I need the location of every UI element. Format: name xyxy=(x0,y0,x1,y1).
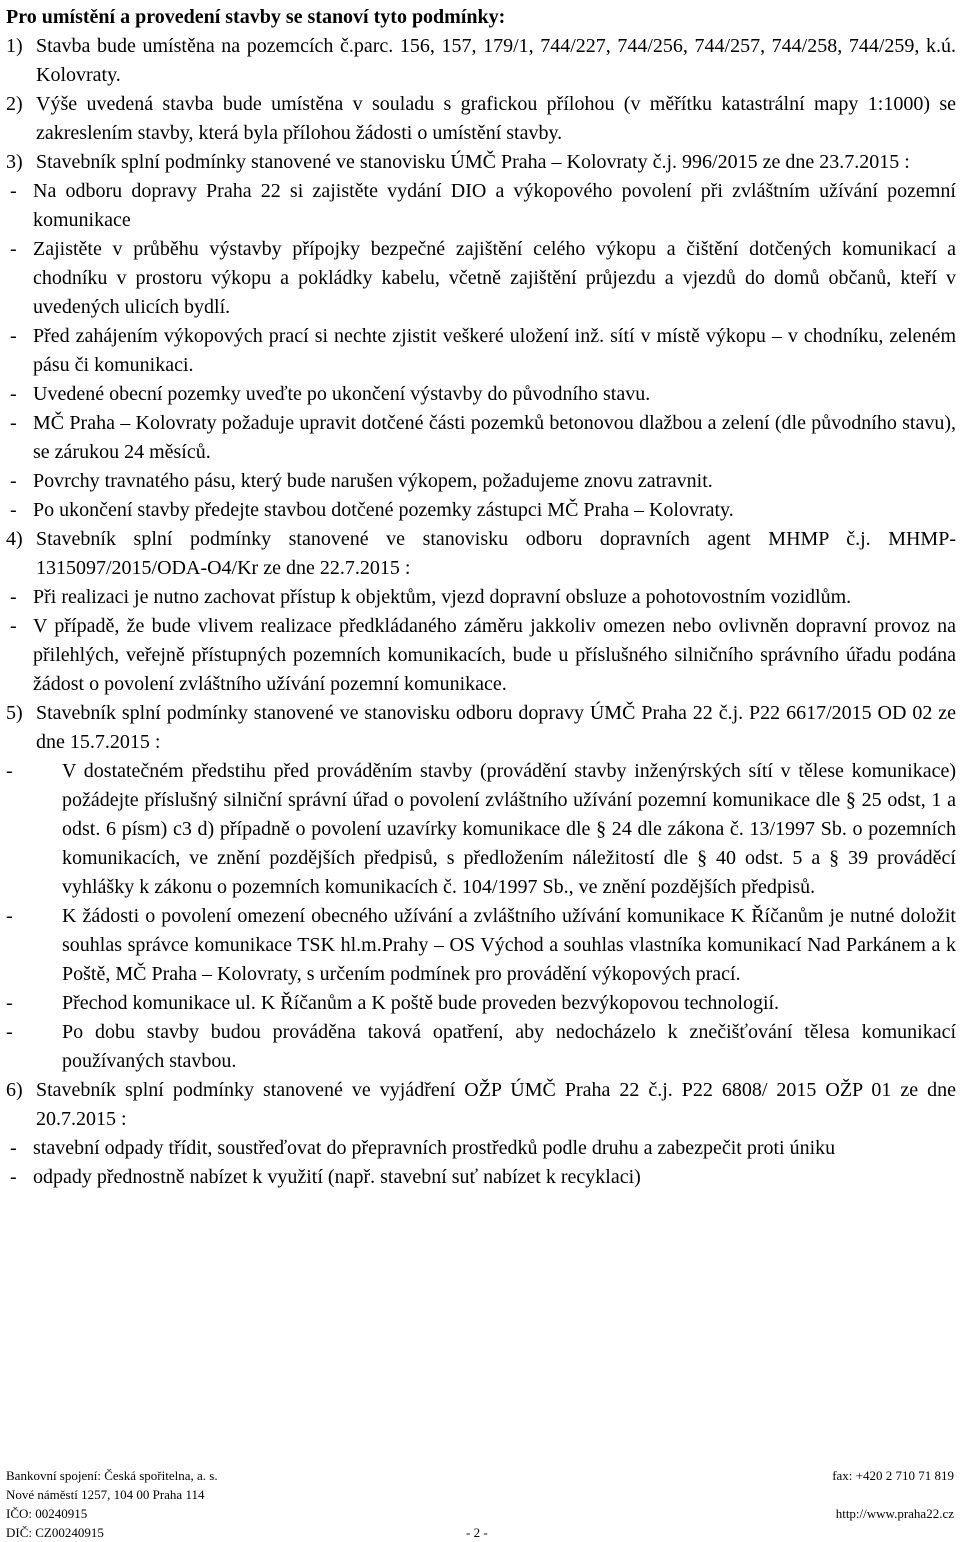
list-item xyxy=(6,409,956,467)
list-item-text: Uvedené obecní pozemky uveďte po ukončení výstavby do původního stavu. xyxy=(33,383,651,405)
condition-text: Stavebník splní podmínky stanovené ve stanovisku odboru dopravních agent MHMP č.j. MHMP-1315097/2015/ODA-O4/Kr ze dne 22.7.2015 : xyxy=(36,528,956,579)
condition-sublist xyxy=(6,177,956,525)
list-item-text: Povrchy travnatého pásu, který bude narušen výkopem, požadujeme znovu zatravnit. xyxy=(33,470,713,492)
dash-bullet: - xyxy=(10,470,17,492)
condition-item xyxy=(6,90,956,148)
condition-number: 4) xyxy=(6,528,23,550)
condition-number: 1) xyxy=(6,35,23,57)
footer-web[interactable]: http://www.praha22.cz xyxy=(835,1506,954,1521)
condition-sublist xyxy=(6,583,956,699)
dash-bullet: - xyxy=(10,238,17,260)
list-item-text: Na odboru dopravy Praha 22 si zajistěte vydání DIO a výkopového povolení při zvláštním užívání pozemní komunikace xyxy=(33,180,956,231)
condition-number: 3) xyxy=(6,151,23,173)
dash-bullet: - xyxy=(10,499,17,521)
condition-sublist xyxy=(6,1134,956,1192)
footer-left xyxy=(6,1466,526,1542)
list-item-text: Po dobu stavby budou prováděna taková opatření, aby nedocházelo k znečišťování tělesa komunikací používaných stavbou. xyxy=(62,1021,956,1072)
dash-bullet: - xyxy=(6,760,13,782)
list-item-text: Zajistěte v průběhu výstavby přípojky bezpečné zajištění celého výkopu a čištění dotčených komunikací a chodníku v prostoru výkopu a pokládky kabelu, včetně zajištění průjezdu a vjezdů do domů občanů, kteří v uvedených ulicích bydlí. xyxy=(33,238,956,318)
dash-bullet: - xyxy=(10,586,17,608)
dash-bullet: - xyxy=(10,1137,17,1159)
footer-address: Nové náměstí 1257, 104 00 Praha 114 xyxy=(6,1487,205,1502)
list-item-text: V případě, že bude vlivem realizace předkládaného záměru jakkoliv omezen nebo ovlivněn dopravní provoz na přilehlých, veřejně přístupných pozemních komunikacích, bude u příslušného silničního správního úřadu podána žádost o povolení zvláštního užívání pozemní komunikace. xyxy=(33,615,956,695)
dash-bullet: - xyxy=(10,325,17,347)
document-page xyxy=(6,0,956,1192)
dash-bullet: - xyxy=(10,383,17,405)
list-item-text: Při realizaci je nutno zachovat přístup k objektům, vjezd dopravní obsluze a pohotovostním vozidlům. xyxy=(33,586,852,608)
condition-item xyxy=(6,148,956,177)
list-item-text: K žádosti o povolení omezení obecného užívání a zvláštního užívání komunikace K Říčanům je nutné doložit souhlas správce komunikace TSK hl.m.Prahy – OS Východ a souhlas vlastníka komunikací Nad Parkánem a k Poště, MČ Praha – Kolovraty, s určením podmínek pro provádění výkopových prací. xyxy=(62,905,956,985)
condition-text: Stavebník splní podmínky stanovené ve vyjádření OŽP ÚMČ Praha 22 č.j. P22 6808/ 2015 OŽP 01 ze dne 20.7.2015 : xyxy=(36,1079,956,1130)
condition-text: Stavba bude umístěna na pozemcích č.parc. 156, 157, 179/1, 744/227, 744/256, 744/257, 744/258, 744/259, k.ú. Kolovraty. xyxy=(36,35,956,86)
condition-text: Stavebník splní podmínky stanovené ve stanovisku ÚMČ Praha – Kolovraty č.j. 996/2015 ze dne 23.7.2015 : xyxy=(36,151,910,173)
condition-text: Výše uvedená stavba bude umístěna v souladu s grafickou přílohou (v měřítku katastrální mapy 1:1000) se zakreslením stavby, která byla přílohou žádosti o umístění stavby. xyxy=(36,93,956,144)
condition-item xyxy=(6,699,956,757)
list-item-text: Přechod komunikace ul. K Říčanům a K poště bude proveden bezvýkopovou technologií. xyxy=(62,992,780,1014)
dash-bullet: - xyxy=(6,1021,13,1043)
dash-bullet: - xyxy=(10,180,17,202)
list-item xyxy=(6,235,956,322)
condition-sublist xyxy=(6,757,956,1076)
condition-number: 6) xyxy=(6,1079,23,1101)
condition-number: 5) xyxy=(6,702,23,724)
condition-number: 2) xyxy=(6,93,23,115)
list-item-text: stavební odpady třídit, soustřeďovat do přepravních prostředků podle druhu a zabezpečit proti úniku xyxy=(33,1137,836,1159)
list-item-text: MČ Praha – Kolovraty požaduje upravit dotčené části pozemků betonovou dlažbou a zelení (dle původního stavu), se zárukou 24 měsíců. xyxy=(33,412,956,463)
list-item xyxy=(6,380,956,409)
list-item xyxy=(6,177,956,235)
list-item xyxy=(6,1018,956,1076)
list-item xyxy=(6,1163,956,1192)
list-item xyxy=(6,989,956,1018)
list-item xyxy=(6,902,956,989)
list-item xyxy=(6,1134,956,1163)
condition-text: Stavebník splní podmínky stanovené ve stanovisku odboru dopravy ÚMČ Praha 22 č.j. P22 6617/2015 OD 02 ze dne 15.7.2015 : xyxy=(36,702,956,753)
list-item xyxy=(6,467,956,496)
list-item xyxy=(6,612,956,699)
conditions-heading: Pro umístění a provedení stavby se stanoví tyto podmínky: xyxy=(6,6,506,28)
list-item-text: V dostatečném předstihu před prováděním stavby (provádění stavby inženýrských sítí v tělese komunikace) požádejte příslušný silniční správní úřad o povolení zvláštního užívání pozemní komunikace dle § 25 odst, 1 a odst. 6 písm) c3 d) případně o povolení uzavírky komunikace dle § 24 dle zákona č. 13/1997 Sb. o pozemních komunikacích, ve znění pozdějších předpisů, s předložením náležitostí dle § 40 odst. 5 a § 39 prováděcí vyhlášky k zákonu o pozemních komunikacích č. 104/1997 Sb., ve znění pozdějších předpisů. xyxy=(62,760,956,898)
footer-dic: DIČ: CZ00240915 xyxy=(6,1525,104,1540)
list-item xyxy=(6,496,956,525)
dash-bullet: - xyxy=(6,905,13,927)
list-item-text: Před zahájením výkopových prací si nechte zjistit veškeré uložení inž. sítí v místě výkopu – v chodníku, zeleném pásu či komunikaci. xyxy=(33,325,956,376)
footer-bank: Bankovní spojení: Česká spořitelna, a. s. xyxy=(6,1468,218,1483)
list-item xyxy=(6,757,956,902)
dash-bullet: - xyxy=(10,615,17,637)
condition-item xyxy=(6,32,956,90)
condition-item xyxy=(6,525,956,583)
page-number: - 2 - xyxy=(466,1525,488,1540)
dash-bullet: - xyxy=(10,1166,17,1188)
condition-item xyxy=(6,1076,956,1134)
footer-ico: IČO: 00240915 xyxy=(6,1506,88,1521)
dash-bullet: - xyxy=(6,992,13,1014)
list-item xyxy=(6,583,956,612)
conditions-list xyxy=(6,32,956,1192)
footer-right xyxy=(654,1466,954,1523)
footer-fax: fax: +420 2 710 71 819 xyxy=(832,1468,954,1483)
list-item xyxy=(6,322,956,380)
list-item-text: odpady přednostně nabízet k využití (např. stavební suť nabízet k recyklaci) xyxy=(33,1166,641,1188)
list-item-text: Po ukončení stavby předejte stavbou dotčené pozemky zástupci MČ Praha – Kolovraty. xyxy=(33,499,734,521)
dash-bullet: - xyxy=(10,412,17,434)
